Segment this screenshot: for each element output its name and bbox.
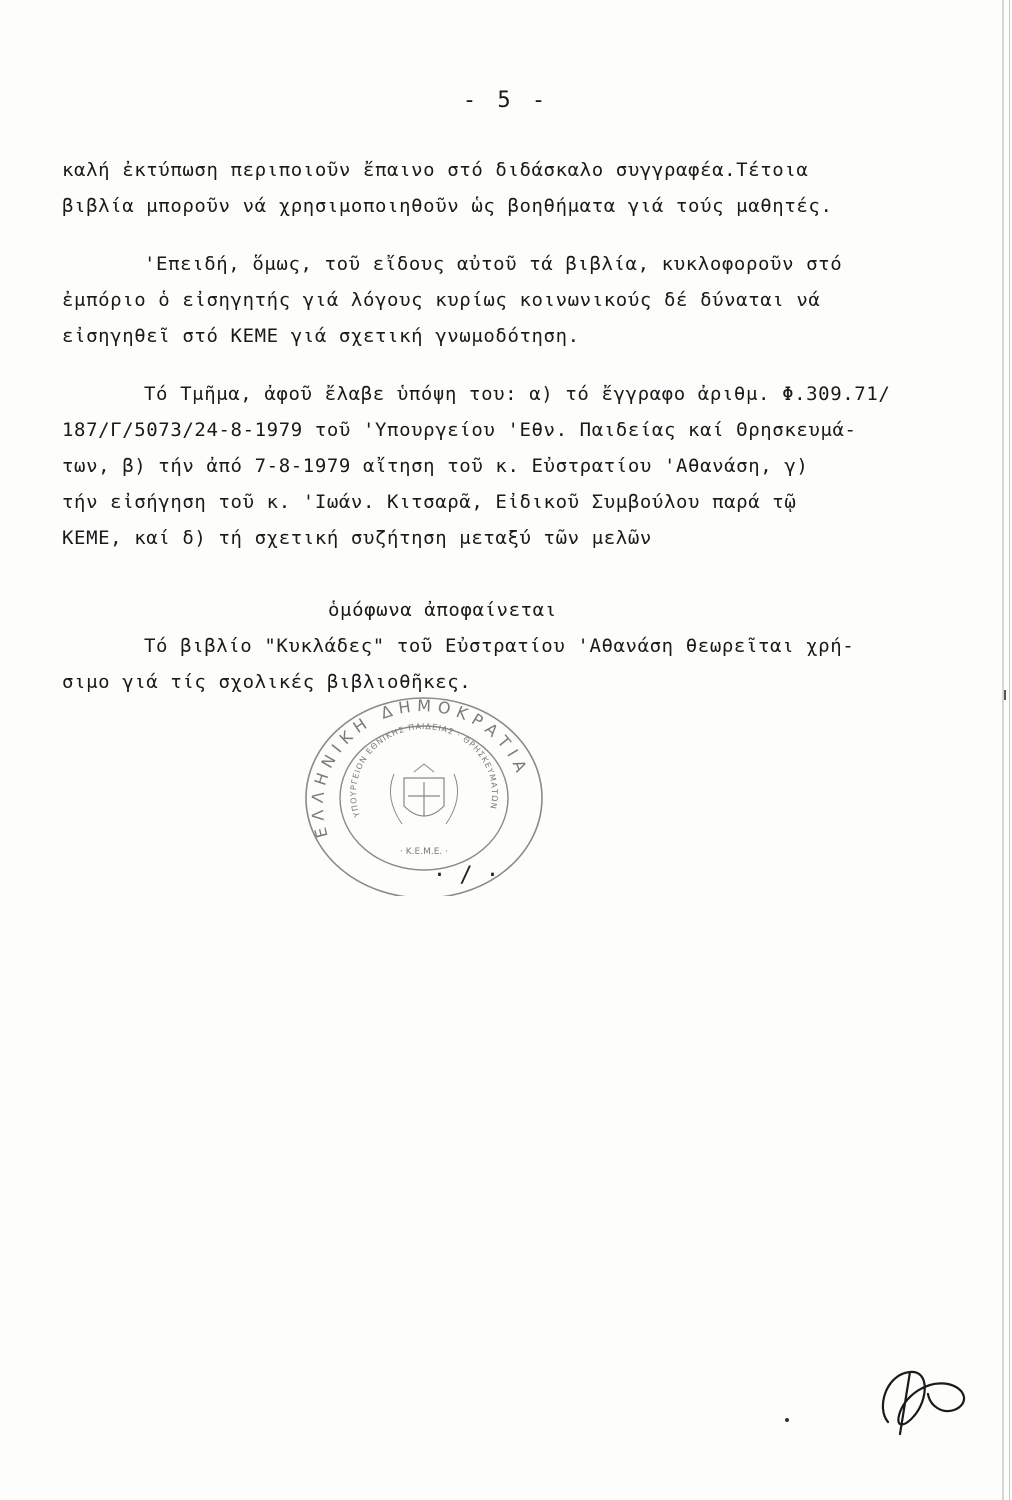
text-line: βιβλία μποροῦν νά χρησιμοποιηθοῦν ὡς βοηθήματα γιά τούς μαθητές. [62,195,833,217]
text-line: 187/Γ/5073/24-8-1979 τοῦ 'Υπουργείου 'Εθν. Παιδείας καί Θρησκευμά- [62,419,857,441]
text-line: καλή ἐκτύπωση περιποιοῦν ἔπαινο στό διδάσκαλο συγγραφέα.Τέτοια [62,159,809,181]
seal-outer-text: ΕΛΛΗΝΙΚΗ ΔΗΜΟΚΡΑΤΙΑ [307,696,533,840]
seal-bottom-text: · Κ.Ε.Μ.Ε. · [400,847,448,857]
scan-mark [1004,690,1006,700]
text-line: Τό Τμῆμα, ἀφοῦ ἔλαβε ὑπόψη του: α) τό ἔγγραφο ἀριθμ. Φ.309.71/ [144,383,891,405]
document-body [62,152,982,700]
seal-inner-text: ΥΠΟΥΡΓΕΙΟΝ ΕΘΝΙΚΗΣ ΠΑΙΔΕΙΑΣ · ΘΡΗΣΚΕΥΜΑΤΩΝ [348,721,500,819]
text-line: των, β) τήν ἀπό 7-8-1979 αἴτηση τοῦ κ. Εὐστρατίου 'Αθανάση, γ) [62,455,809,477]
signature [870,1360,980,1440]
decision-heading: ὁμόφωνα ἀποφαίνεται [328,599,557,621]
page-edge-shadow [1009,0,1010,1500]
text-line: τήν εἰσήγηση τοῦ κ. 'Ιωάν. Κιτσαρᾶ, Εἰδικοῦ Συμβούλου παρά τῷ [62,491,797,513]
text-line: εἰσηγηθεῖ στό ΚΕΜΕ γιά σχετική γνωμοδότηση. [62,325,580,347]
seal-mark: · / · [432,863,500,888]
svg-text:ΕΛΛΗΝΙΚΗ ΔΗΜΟΚΡΑΤΙΑ [308,696,533,840]
official-seal [298,686,550,896]
page-edge [1002,0,1004,1500]
coat-of-arms-icon [390,764,457,824]
text-line: ΚΕΜΕ, καί δ) τή σχετική συζήτηση μεταξύ τῶν μελῶν [62,527,652,549]
ink-dot [785,1418,789,1422]
text-line: ἐμπόριο ὁ εἰσηγητής γιά λόγους κυρίως κοινωνικούς δέ δύναται νά [62,289,821,311]
page-number: - 5 - [462,88,550,113]
text-line: Τό βιβλίο "Κυκλάδες" τοῦ Εὐστρατίου 'Αθανάση θεωρεῖται χρή- [144,635,855,657]
text-line: σιμο γιά τίς σχολικές βιβλιοθῆκες. [62,671,472,693]
text-line: 'Επειδή, ὅμως, τοῦ εἴδους αὐτοῦ τά βιβλία, κυκλοφοροῦν στό [144,253,843,275]
